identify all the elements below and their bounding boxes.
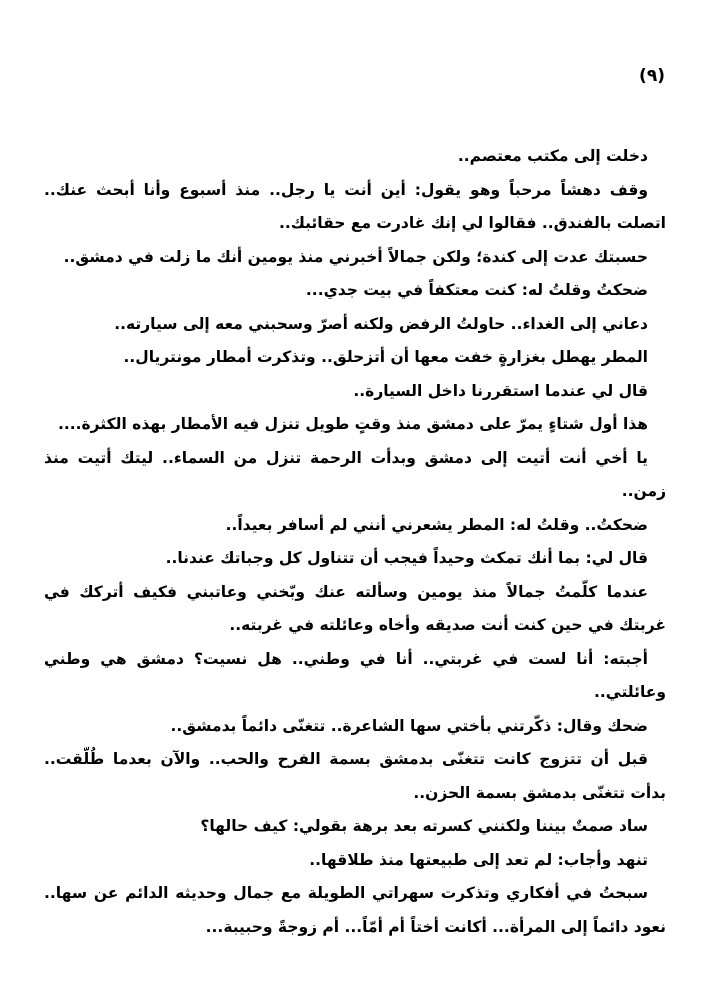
paragraph: ضحكتُ وقلتُ له: كنت معتكفاً في بيت جدي... bbox=[305, 281, 648, 299]
body-text bbox=[44, 140, 666, 944]
paragraph: قال لي: بما أنك تمكث وحيداً فيجب أن تتناول كل وجباتك عندنا.. bbox=[165, 549, 648, 567]
paragraph: تنهد وأجاب: لم تعد إلى طبيعتها منذ طلاقها.. bbox=[309, 850, 648, 869]
paragraph: المطر يهطل بغزارةٍ خفت معها أن أتزحلق.. وتذكرت أمطار مونتريال.. bbox=[123, 348, 648, 366]
paragraph: سبحتُ في أفكاري وتذكرت سهراتي الطويلة مع جمال وحديثه الدائم عن سها.. نعود دائماً إلى المرأة... أكانت أختاً أم أمّاً... أم زوجةً وحبيبة... bbox=[44, 884, 666, 936]
paragraph: وقف دهشاً مرحباً وهو يقول: أين أنت يا رجل.. منذ أسبوع وأنا أبحث عنك.. اتصلت بالفندق.. فقالوا لي إنك غادرت مع حقائبك.. bbox=[44, 180, 666, 232]
paragraph: عندما كلّمتُ جمالاً منذ يومين وسألته عنك وبّخني وعاتبني فكيف أتركك في غربتك في حين كنت أنت صديقه وأخاه وعائلته في غربته.. bbox=[44, 582, 666, 634]
paragraph: ساد صمتٌ بيننا ولكنني كسرته بعد برهة بقولي: كيف حالها؟ bbox=[200, 817, 648, 835]
paragraph: دعاني إلى الغداء.. حاولتُ الرفض ولكنه أصرّ وسحبني معه إلى سيارته.. bbox=[114, 314, 648, 333]
paragraph: أجبته: أنا لست في غربتي.. أنا في وطني.. هل نسيت؟ دمشق هي وطني وعائلتي.. bbox=[44, 649, 666, 701]
paragraph: دخلت إلى مكتب معتصم.. bbox=[457, 147, 648, 165]
paragraph: يا أخي أنت أتيت إلى دمشق وبدأت الرحمة تنزل من السماء.. ليتك أتيت منذ زمن.. bbox=[44, 448, 666, 500]
paragraph: هذا أول شتاءٍ يمرّ على دمشق منذ وقتٍ طويل تنزل فيه الأمطار بهذه الكثرة.... bbox=[57, 415, 648, 433]
paragraph: قبل أن تتزوج كانت تتغنّى بدمشق بسمة الفرح والحب.. والآن بعدما طُلّقت.. بدأت تتغنّى بدمشق بسمة الحزن.. bbox=[44, 750, 666, 802]
paragraph: قال لي عندما استقررنا داخل السيارة.. bbox=[353, 381, 648, 400]
page-number: (٩) bbox=[639, 66, 665, 86]
paragraph: ضحكتُ.. وقلتُ له: المطر يشعرني أنني لم أسافر بعيداً.. bbox=[225, 515, 648, 534]
paragraph: حسبتك عدت إلى كندة؛ ولكن جمالاً أخبرني منذ يومين أنك ما زلت في دمشق.. bbox=[63, 247, 648, 266]
paragraph: ضحك وقال: ذكّرتني بأختي سها الشاعرة.. تتغنّى دائماً بدمشق.. bbox=[170, 716, 648, 735]
